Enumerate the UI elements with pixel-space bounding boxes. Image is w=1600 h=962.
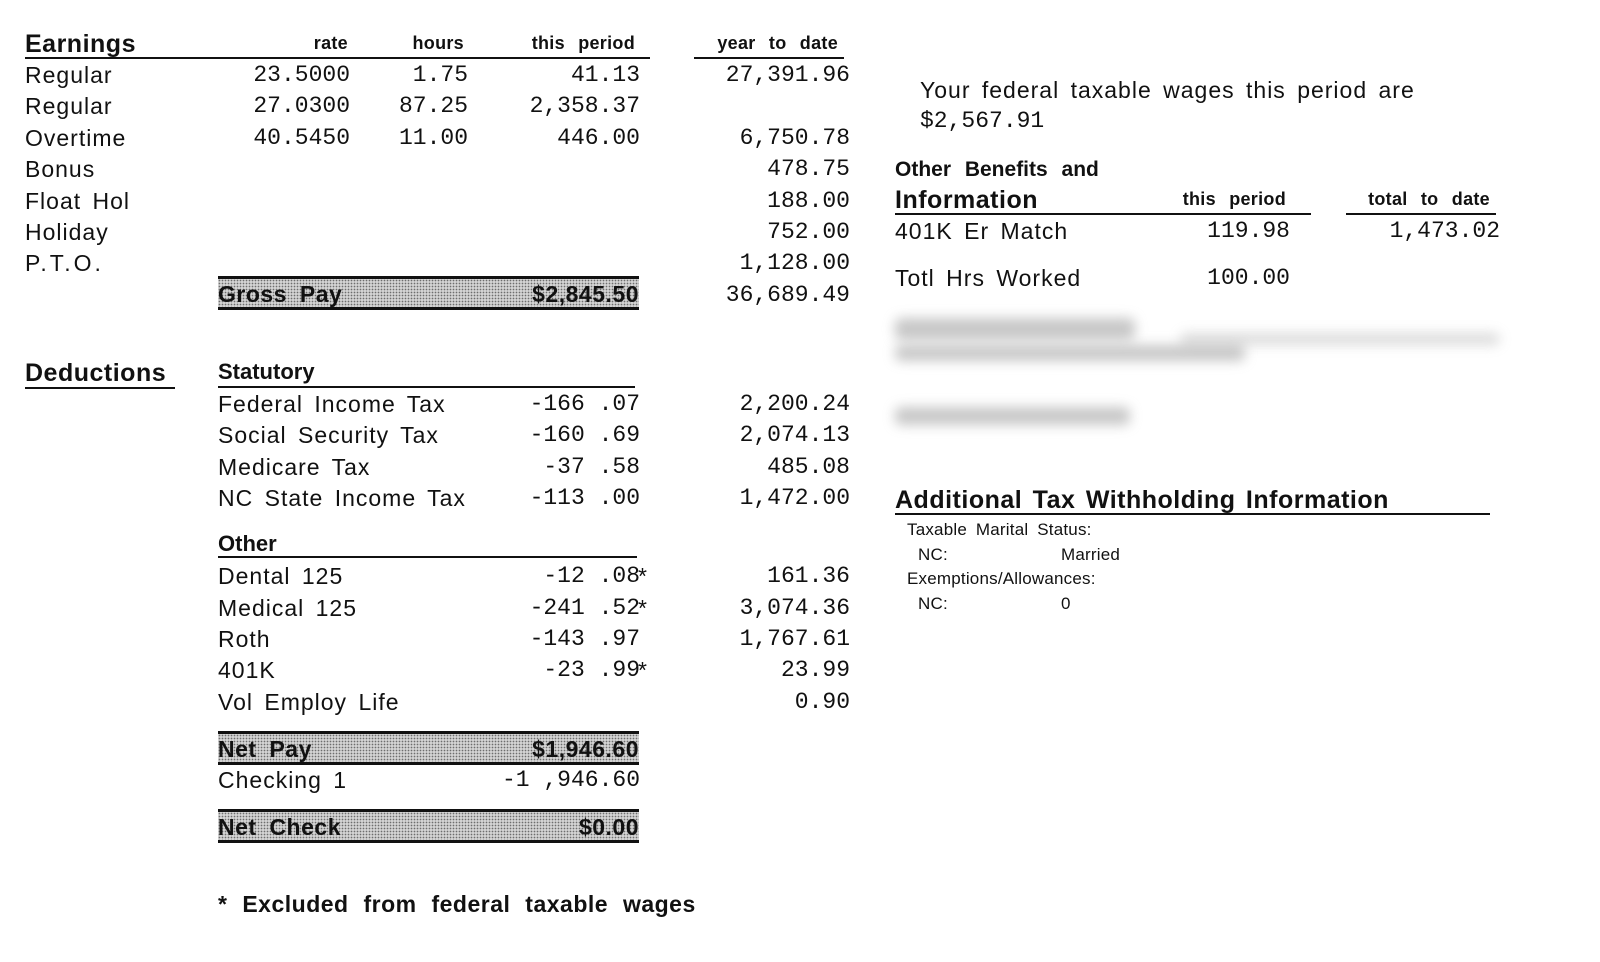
earnings-row-current: 41.13 [570, 62, 640, 88]
deduction-ytd: 161.36 [767, 563, 850, 589]
exemptions-state: NC: [918, 594, 948, 613]
other-benefits-title-line1: Other Benefits and [895, 158, 1099, 181]
earnings-row-ytd: 752.00 [767, 219, 850, 245]
deduction-current: -113 .00 [529, 485, 640, 511]
net-pay-label: Net Pay [218, 736, 312, 762]
benefits-col-this-period: this period [1182, 189, 1286, 209]
net-check-label: Net Check [218, 814, 341, 840]
benefits-col-total: total to date [1368, 189, 1490, 209]
deductions-title: Deductions [25, 359, 167, 387]
marital-status-value: Married [1061, 545, 1121, 564]
earnings-row-label: Holiday [25, 219, 109, 245]
benefit-current: 100.00 [1207, 265, 1290, 291]
deduction-ytd: 3,074.36 [739, 595, 850, 621]
deduction-current: -241 .52 [529, 595, 640, 621]
gross-pay-amount: $2,845.50 [532, 281, 639, 307]
deduction-ytd: 2,200.24 [739, 391, 850, 417]
deduction-current: -160 .69 [529, 422, 640, 448]
deduction-current: -166 .07 [529, 391, 640, 417]
net-pay-amount: $1,946.60 [532, 736, 639, 762]
additional-tax-rule [895, 513, 1490, 515]
statutory-title: Statutory [218, 359, 315, 384]
statutory-rule [218, 386, 635, 388]
earnings-ytd-rule [694, 57, 844, 59]
benefits-header-rule [895, 213, 1311, 215]
earnings-title: Earnings [25, 30, 136, 58]
earnings-row-ytd: 1,128.00 [739, 250, 850, 276]
earnings-row-hours: 1.75 [412, 62, 468, 88]
other-title: Other [218, 531, 277, 556]
deduction-current: -12 .08 [543, 563, 640, 589]
earnings-row-label: Bonus [25, 156, 96, 182]
deduction-ytd: 1,767.61 [739, 626, 850, 652]
deduction-ytd: 1,472.00 [739, 485, 850, 511]
col-header-this-period: this period [531, 33, 635, 53]
federal-taxable-amount: $2,567.91 [920, 108, 1045, 134]
col-header-ytd: year to date [717, 33, 838, 53]
federal-taxable-line1: Your federal taxable wages this period are [920, 77, 1415, 103]
deductions-title-rule [25, 387, 175, 389]
deduction-current: -143 .97 [529, 626, 640, 652]
col-header-rate: rate [313, 33, 348, 53]
benefit-current: 119.98 [1207, 218, 1290, 244]
deduction-label: Medicare Tax [218, 454, 371, 480]
earnings-row-hours: 11.00 [398, 125, 468, 151]
deduction-current: -23 .99 [543, 657, 640, 683]
deduction-label: NC State Income Tax [218, 485, 466, 511]
redacted-notes-title [895, 318, 1135, 340]
earnings-row-rate: 27.0300 [253, 93, 350, 119]
other-rule [218, 556, 637, 558]
earnings-row-hours: 87.25 [398, 93, 468, 119]
excluded-footnote: * Excluded from federal taxable wages [218, 891, 696, 917]
earnings-row-ytd: 478.75 [767, 156, 850, 182]
deduction-ytd: 23.99 [780, 657, 850, 683]
earnings-row-rate: 23.5000 [253, 62, 350, 88]
excluded-mark: * [638, 595, 648, 621]
deduction-label: Social Security Tax [218, 422, 439, 448]
deduction-label: Medical 125 [218, 595, 358, 621]
checking-amount: -1 ,946.60 [501, 767, 640, 793]
earnings-header-rule [25, 57, 650, 59]
earnings-row-rate: 40.5450 [253, 125, 350, 151]
net-pay-bar [218, 731, 639, 765]
deduction-label: 401K [218, 657, 276, 683]
earnings-row-label: Overtime [25, 125, 127, 151]
marital-status-state: NC: [918, 545, 948, 564]
excluded-mark: * [638, 563, 648, 589]
deduction-ytd: 0.90 [794, 689, 850, 715]
other-benefits-title-line2: Information [895, 186, 1038, 214]
marital-status-label: Taxable Marital Status: [907, 520, 1092, 539]
net-check-amount: $0.00 [578, 814, 639, 840]
benefit-label: 401K Er Match [895, 218, 1069, 244]
earnings-row-ytd: 188.00 [767, 188, 850, 214]
gross-pay-bar [218, 276, 639, 310]
benefits-total-rule [1346, 213, 1496, 215]
earnings-row-label: P.T.O. [25, 250, 104, 276]
excluded-mark: * [638, 657, 648, 683]
exemptions-label: Exemptions/Allowances: [907, 569, 1096, 588]
net-check-bar [218, 809, 639, 843]
additional-tax-title: Additional Tax Withholding Information [895, 486, 1389, 514]
deduction-label: Dental 125 [218, 563, 344, 589]
deduction-ytd: 485.08 [767, 454, 850, 480]
benefit-label: Totl Hrs Worked [895, 265, 1082, 291]
earnings-row-ytd: 27,391.96 [725, 62, 850, 88]
redacted-notes-line [1180, 333, 1500, 345]
earnings-row-ytd: 6,750.78 [739, 125, 850, 151]
earnings-row-current: 2,358.37 [529, 93, 640, 119]
gross-pay-ytd: 36,689.49 [725, 282, 850, 308]
earnings-row-label: Float Hol [25, 188, 131, 214]
benefit-total: 1,473.02 [1389, 218, 1500, 244]
gross-pay-label: Gross Pay [218, 281, 343, 307]
deduction-current: -37 .58 [543, 454, 640, 480]
earnings-row-label: Regular [25, 93, 113, 119]
deduction-label: Vol Employ Life [218, 689, 400, 715]
earnings-row-current: 446.00 [557, 125, 640, 151]
earnings-row-label: Regular [25, 62, 113, 88]
redacted-notes-line [895, 407, 1130, 425]
checking-label: Checking 1 [218, 767, 348, 793]
col-header-hours: hours [412, 33, 464, 53]
deduction-ytd: 2,074.13 [739, 422, 850, 448]
redacted-notes-line [895, 345, 1245, 361]
exemptions-value: 0 [1061, 594, 1071, 613]
deduction-label: Roth [218, 626, 271, 652]
deduction-label: Federal Income Tax [218, 391, 446, 417]
